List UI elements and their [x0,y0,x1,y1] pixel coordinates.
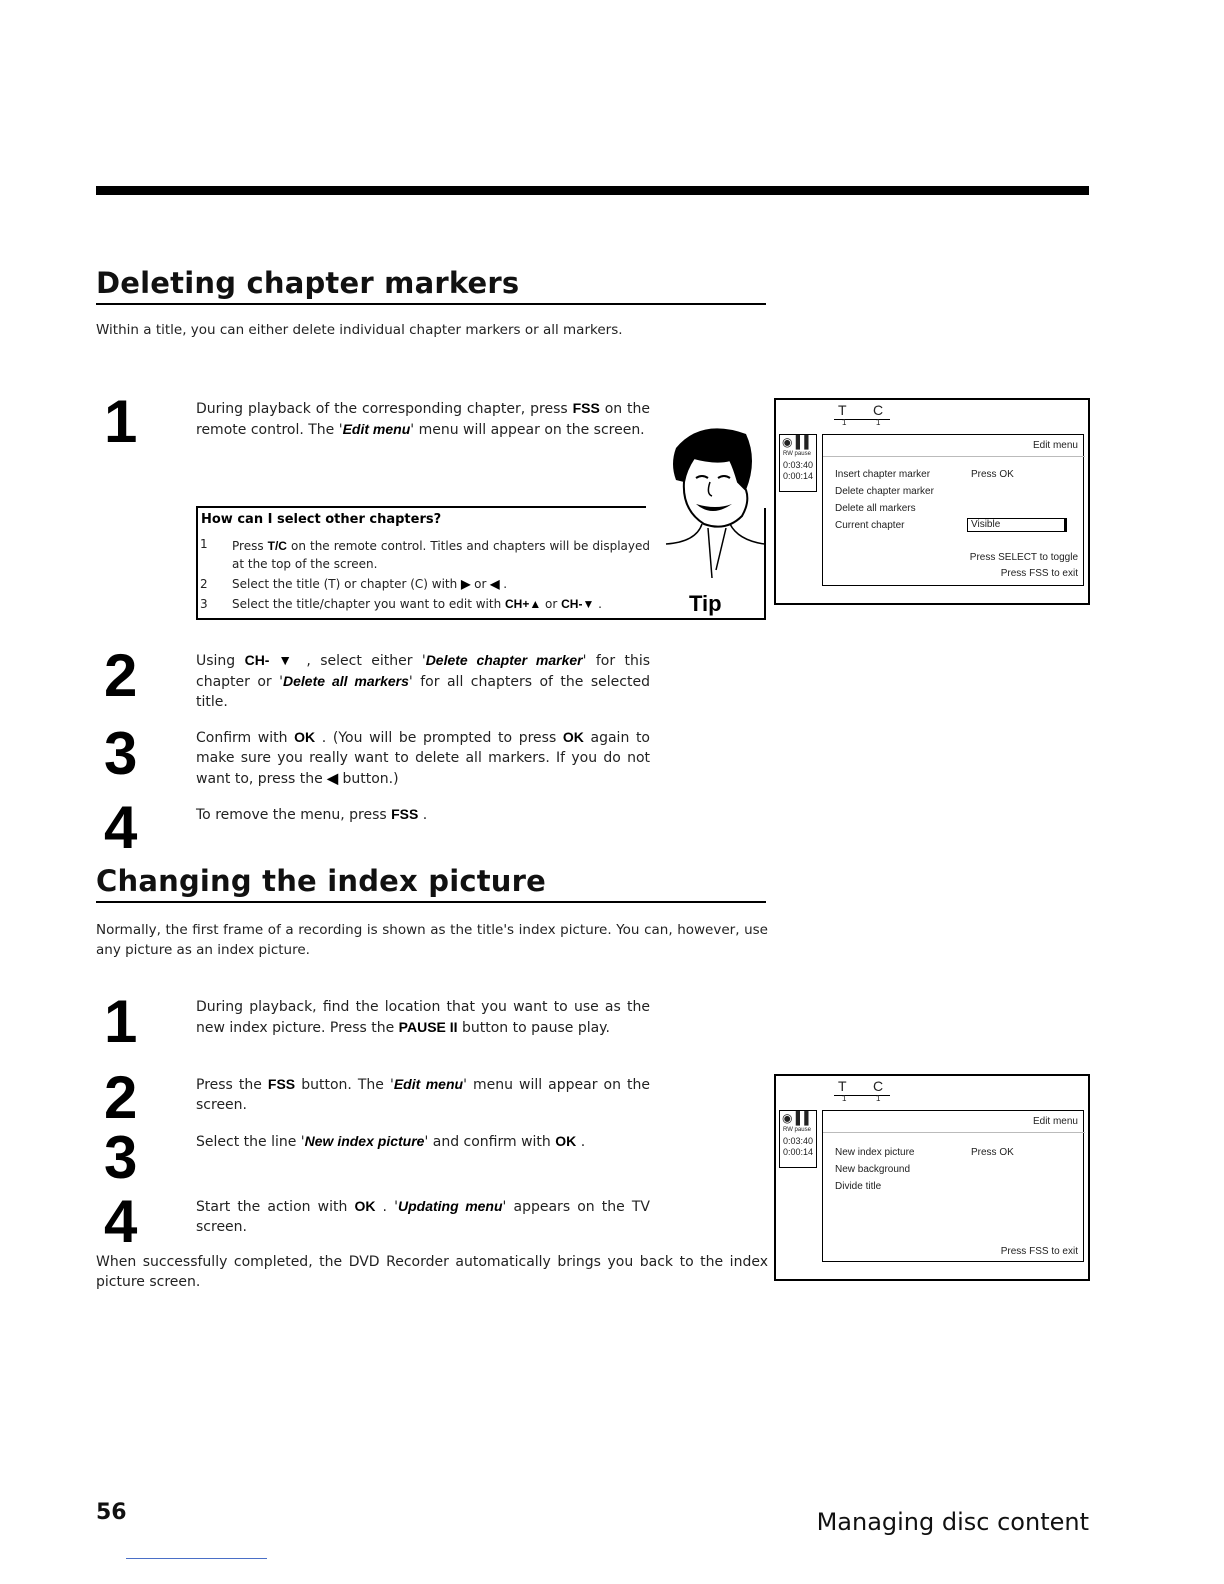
title-underline [96,303,766,305]
chapter-label: C [873,402,884,418]
menu-item-delete-all-markers[interactable]: Delete all markers [835,503,916,514]
closing-text: When successfully completed, the DVD Recorder automatically brings you back to the index picture screen. [96,1254,768,1290]
status-chapter-time: 0:00:14 [783,1147,814,1157]
hint-exit: Press FSS to exit [1000,568,1078,579]
hint-exit: Press FSS to exit [1000,1246,1078,1257]
menu-title: Edit menu [1032,1116,1078,1127]
title-underline [96,901,766,903]
status-time: 0:03:40 [783,460,814,470]
status-mode: RW pause [783,1127,811,1133]
page-number: 56 [96,1500,127,1525]
press-ok-hint: Press OK [971,1147,1014,1158]
section-intro: Normally, the first frame of a recording is shown as the title's index picture. You can, however, use any picture as an index picture. [96,922,768,958]
tip-line: Select the title (T) or chapter (C) with ▶ or ◀ . [232,577,508,591]
step-text: Confirm with OK . (You will be prompted to press OK again to make sure you really want to delete all markers. If you do not want to, press the ◀ button.) [196,729,650,787]
press-ok-hint: Press OK [971,469,1014,480]
step-text: Press the FSS button. The 'Edit menu' menu will appear on the screen. [196,1076,650,1113]
title-label: T [838,402,847,418]
menu-item-delete-chapter-marker[interactable]: Delete chapter marker [835,486,934,497]
menu-item-divide-title[interactable]: Divide title [835,1181,882,1192]
tip-label: Tip [689,591,722,616]
step-number: 3 [104,1124,138,1191]
chapter-value: 1 [876,1094,881,1103]
step-number: 2 [104,1064,138,1131]
step-number: 4 [104,1188,138,1255]
menu-item-new-background[interactable]: New background [835,1164,911,1175]
tip-line-number: 3 [200,597,208,611]
edit-menu-panel [822,1110,1084,1262]
step-text: Using CH- ▼ , select either 'Delete chapter marker' for this chapter or 'Delete all markers' for all chapters of the selected title. [196,652,651,710]
edit-menu-panel [822,434,1084,586]
status-panel [779,434,817,492]
chapter-label: C [873,1078,884,1094]
section-intro: Within a title, you can either delete individual chapter markers or all markers. [96,322,623,338]
tip-line: Press T/C on the remote control. Titles and chapters will be displayed at the top of the screen. [232,539,650,571]
tip-line: Select the title/chapter you want to edit with CH+▲ or CH-▼ . [232,597,602,611]
status-panel [779,1110,817,1168]
current-chapter-field[interactable]: Visible [967,518,1067,532]
menu-title-divider [823,1132,1085,1133]
status-chapter-time: 0:00:14 [783,471,814,481]
status-time: 0:03:40 [783,1136,814,1146]
step-text: Start the action with OK . 'Updating menu' appears on the TV screen. [196,1198,650,1235]
step-text: Select the line 'New index picture' and confirm with OK . [196,1133,586,1150]
disc-icon: ◉ ▌▌ [782,435,813,449]
chapter-value: 1 [876,418,881,427]
section-title: Deleting chapter markers [96,266,520,300]
tv-screen-index-picture [774,1074,1090,1281]
menu-item-insert-chapter-marker[interactable]: Insert chapter marker [835,469,931,480]
menu-item-current-chapter[interactable]: Current chapter [835,520,905,531]
menu-title: Edit menu [1032,440,1078,451]
tip-line-number: 1 [200,537,208,551]
title-label: T [838,1078,847,1094]
tip-box-top-rule [196,506,646,508]
step-text: During playback of the corresponding chapter, press FSS on the remote control. The 'Edit menu' menu will appear on the screen. [196,400,650,438]
status-mode: RW pause [783,451,811,457]
chapter-name: Managing disc content [816,1508,1089,1536]
step-number: 3 [104,720,138,787]
step-number: 4 [104,794,138,861]
tv-screen-edit-menu [774,398,1090,605]
section-title: Changing the index picture [96,864,546,898]
tip-line-number: 2 [200,577,208,591]
footer-accent-line [126,1558,267,1559]
title-value: 1 [842,1094,847,1103]
tip-question: How can I select other chapters? [201,512,442,527]
step-number: 2 [104,642,138,709]
step-number: 1 [104,388,138,455]
disc-icon: ◉ ▌▌ [782,1111,813,1125]
step-number: 1 [104,988,138,1055]
menu-item-new-index-picture[interactable]: New index picture [835,1147,915,1158]
title-value: 1 [842,418,847,427]
top-rule [96,186,1089,195]
menu-title-divider [823,456,1085,457]
step-text: During playback, find the location that you want to use as the new index picture. Press the PAUSE II button to pause play. [196,999,650,1036]
hint-toggle: Press SELECT to toggle [969,552,1078,563]
step-text: To remove the menu, press FSS . [196,806,428,823]
